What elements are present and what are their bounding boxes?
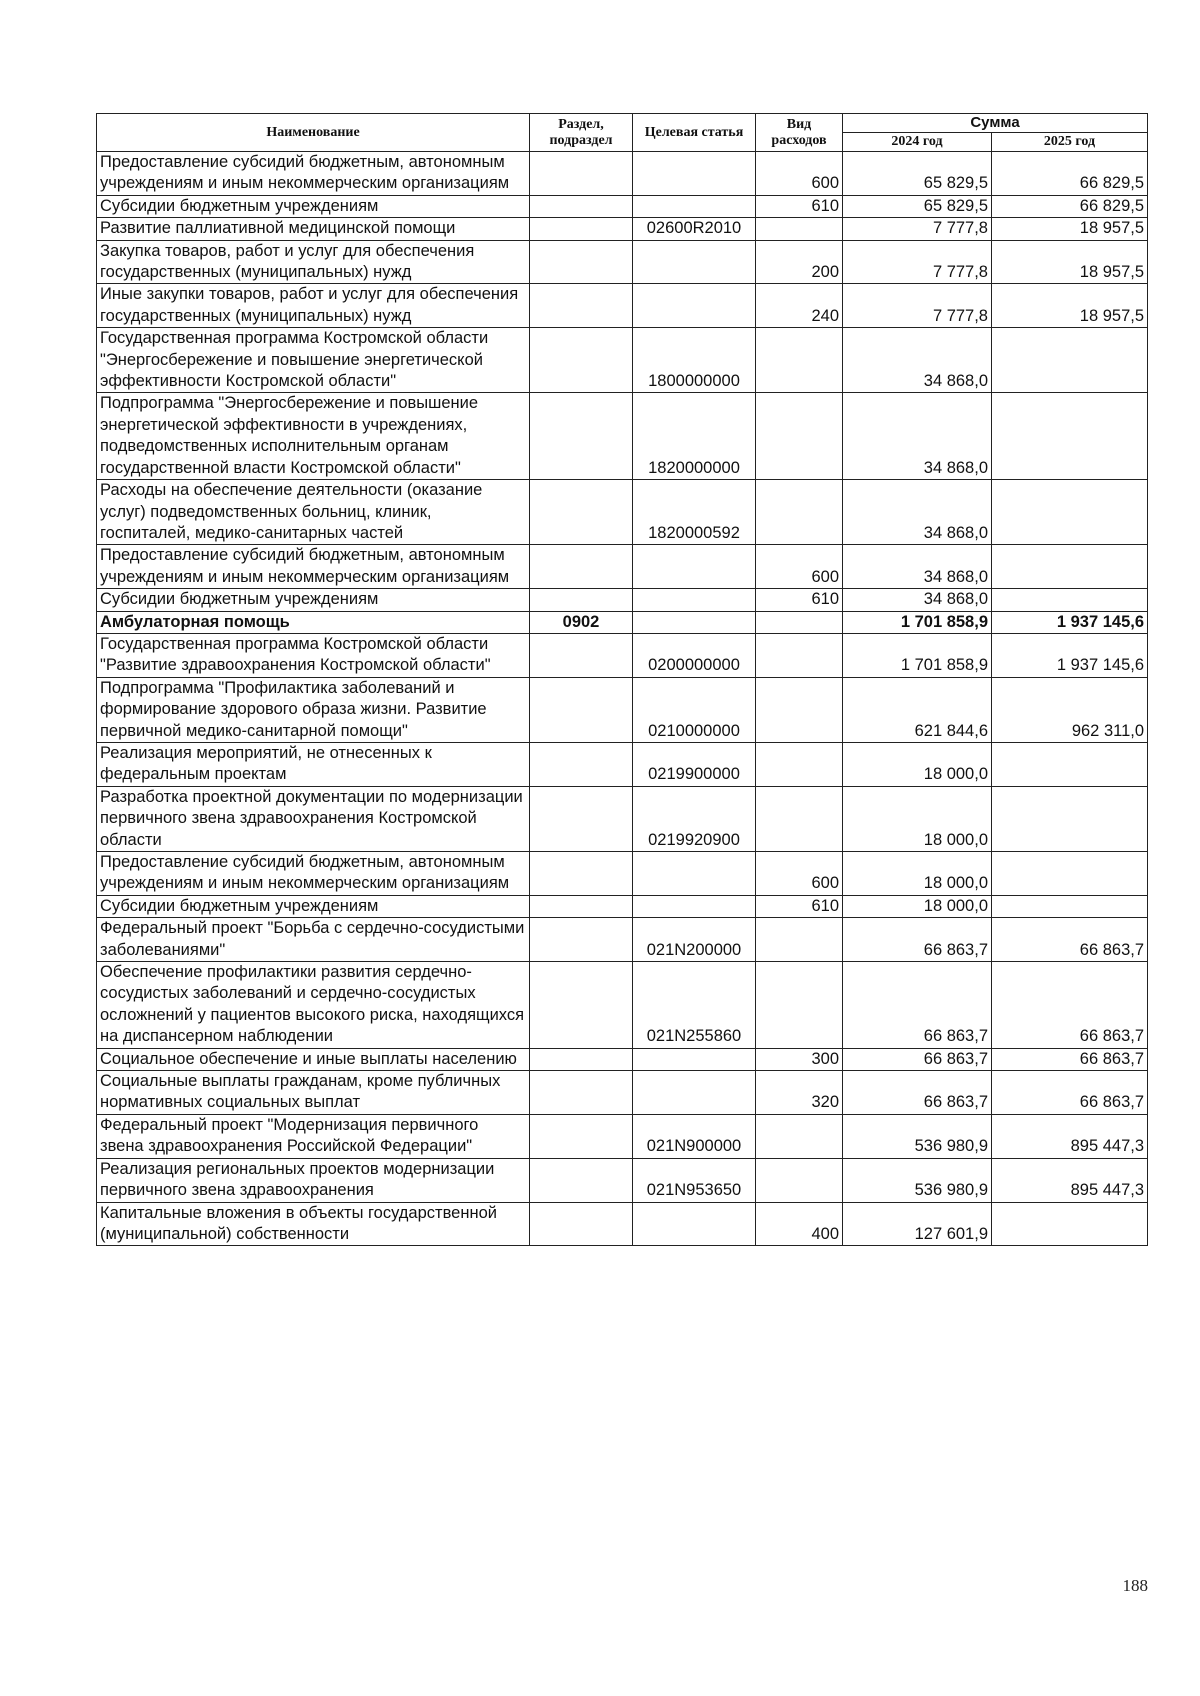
- cell-section: [530, 918, 633, 962]
- cell-section: [530, 152, 633, 196]
- cell-sum-2024: 18 000,0: [843, 742, 992, 786]
- cell-name: Амбулаторная помощь: [97, 611, 530, 633]
- cell-expense: 600: [756, 545, 843, 589]
- cell-expense: 320: [756, 1071, 843, 1115]
- cell-sum-2024: 34 868,0: [843, 393, 992, 480]
- cell-name: Предоставление субсидий бюджетным, автономным учреждениям и иным некоммерческим организациям: [97, 852, 530, 896]
- table-row: [97, 742, 1148, 786]
- header-section: Раздел, подраздел: [530, 114, 633, 152]
- cell-name: Социальные выплаты гражданам, кроме публичных нормативных социальных выплат: [97, 1071, 530, 1115]
- cell-expense: 600: [756, 852, 843, 896]
- cell-sum-2024: 66 863,7: [843, 1048, 992, 1070]
- cell-sum-2025: [992, 1202, 1148, 1246]
- cell-target: 021N953650: [633, 1158, 756, 1202]
- header-name: Наименование: [97, 114, 530, 152]
- cell-sum-2024: 1 701 858,9: [843, 633, 992, 677]
- cell-expense: 240: [756, 284, 843, 328]
- cell-section: [530, 195, 633, 217]
- cell-sum-2025: [992, 852, 1148, 896]
- table-row: [97, 1071, 1148, 1115]
- cell-expense: [756, 1114, 843, 1158]
- cell-name: Подпрограмма "Профилактика заболеваний и формирование здорового образа жизни. Развитие первичной медико-санитарной помощи": [97, 677, 530, 742]
- cell-expense: [756, 1158, 843, 1202]
- table-row: [97, 480, 1148, 545]
- cell-expense: [756, 218, 843, 240]
- table-row: [97, 962, 1148, 1049]
- cell-expense: 610: [756, 589, 843, 611]
- cell-sum-2024: 65 829,5: [843, 152, 992, 196]
- cell-expense: 600: [756, 152, 843, 196]
- cell-section: [530, 545, 633, 589]
- cell-sum-2025: 66 863,7: [992, 1071, 1148, 1115]
- cell-section: 0902: [530, 611, 633, 633]
- cell-sum-2025: 895 447,3: [992, 1114, 1148, 1158]
- cell-name: Развитие паллиативной медицинской помощи: [97, 218, 530, 240]
- cell-sum-2024: 18 000,0: [843, 852, 992, 896]
- cell-expense: [756, 677, 843, 742]
- table-row: [97, 611, 1148, 633]
- header-sum: Сумма: [843, 114, 1148, 133]
- cell-sum-2025: 18 957,5: [992, 284, 1148, 328]
- cell-section: [530, 1071, 633, 1115]
- cell-section: [530, 480, 633, 545]
- cell-target: 0210000000: [633, 677, 756, 742]
- table-row: [97, 545, 1148, 589]
- table-header: [97, 114, 1148, 152]
- cell-name: Расходы на обеспечение деятельности (оказание услуг) подведомственных больниц, клиник, госпиталей, медико-санитарных частей: [97, 480, 530, 545]
- cell-sum-2024: 34 868,0: [843, 589, 992, 611]
- table-row: [97, 1114, 1148, 1158]
- table-row: [97, 195, 1148, 217]
- cell-name: Подпрограмма "Энергосбережение и повышение энергетической эффективности в учреждениях, подведомственных исполнительным органам государственной власти Костромской области": [97, 393, 530, 480]
- cell-sum-2024: 1 701 858,9: [843, 611, 992, 633]
- header-target: Целевая статья: [633, 114, 756, 152]
- cell-sum-2025: 66 863,7: [992, 962, 1148, 1049]
- cell-target: [633, 611, 756, 633]
- cell-target: [633, 589, 756, 611]
- cell-name: Субсидии бюджетным учреждениям: [97, 895, 530, 917]
- cell-sum-2025: [992, 742, 1148, 786]
- cell-sum-2024: 66 863,7: [843, 1071, 992, 1115]
- cell-sum-2025: 895 447,3: [992, 1158, 1148, 1202]
- cell-expense: 400: [756, 1202, 843, 1246]
- cell-name: Государственная программа Костромской области "Развитие здравоохранения Костромской области": [97, 633, 530, 677]
- table-row: [97, 1048, 1148, 1070]
- cell-target: 0200000000: [633, 633, 756, 677]
- cell-name: Реализация мероприятий, не отнесенных к федеральным проектам: [97, 742, 530, 786]
- cell-sum-2024: 66 863,7: [843, 962, 992, 1049]
- table-row: [97, 1158, 1148, 1202]
- cell-target: [633, 240, 756, 284]
- cell-sum-2025: [992, 786, 1148, 851]
- cell-target: 1820000000: [633, 393, 756, 480]
- cell-name: Социальное обеспечение и иные выплаты населению: [97, 1048, 530, 1070]
- cell-sum-2024: 66 863,7: [843, 918, 992, 962]
- cell-section: [530, 240, 633, 284]
- cell-name: Иные закупки товаров, работ и услуг для обеспечения государственных (муниципальных) нужд: [97, 284, 530, 328]
- cell-expense: 300: [756, 1048, 843, 1070]
- table-row: [97, 218, 1148, 240]
- header-year-2025: 2025 год: [992, 133, 1148, 152]
- cell-sum-2024: 65 829,5: [843, 195, 992, 217]
- cell-sum-2024: 7 777,8: [843, 284, 992, 328]
- cell-name: Субсидии бюджетным учреждениям: [97, 589, 530, 611]
- cell-section: [530, 1114, 633, 1158]
- budget-table: [96, 113, 1148, 1246]
- cell-target: 0219920900: [633, 786, 756, 851]
- cell-target: 0219900000: [633, 742, 756, 786]
- cell-name: Обеспечение профилактики развития сердечно-сосудистых заболеваний и сердечно-сосудистых осложнений у пациентов высокого риска, находящихся на диспансерном наблюдении: [97, 962, 530, 1049]
- cell-name: Реализация региональных проектов модернизации первичного звена здравоохранения: [97, 1158, 530, 1202]
- cell-target: [633, 545, 756, 589]
- cell-section: [530, 962, 633, 1049]
- cell-sum-2024: 7 777,8: [843, 240, 992, 284]
- cell-target: [633, 1202, 756, 1246]
- cell-target: 021N200000: [633, 918, 756, 962]
- cell-section: [530, 328, 633, 393]
- table-row: [97, 152, 1148, 196]
- cell-expense: [756, 480, 843, 545]
- cell-name: Федеральный проект "Борьба с сердечно-сосудистыми заболеваниями": [97, 918, 530, 962]
- cell-expense: [756, 611, 843, 633]
- table-row: [97, 852, 1148, 896]
- table-row: [97, 240, 1148, 284]
- table-row: [97, 589, 1148, 611]
- cell-section: [530, 589, 633, 611]
- table-body: [97, 152, 1148, 1246]
- cell-sum-2024: 34 868,0: [843, 328, 992, 393]
- cell-sum-2025: 66 863,7: [992, 918, 1148, 962]
- table-row: [97, 895, 1148, 917]
- cell-expense: [756, 393, 843, 480]
- header-year-2024: 2024 год: [843, 133, 992, 152]
- cell-sum-2025: [992, 545, 1148, 589]
- cell-name: Предоставление субсидий бюджетным, автономным учреждениям и иным некоммерческим организациям: [97, 545, 530, 589]
- cell-sum-2024: 34 868,0: [843, 545, 992, 589]
- cell-sum-2025: [992, 393, 1148, 480]
- cell-expense: [756, 786, 843, 851]
- table-row: [97, 918, 1148, 962]
- cell-target: [633, 152, 756, 196]
- cell-sum-2025: 66 829,5: [992, 195, 1148, 217]
- cell-sum-2024: 18 000,0: [843, 786, 992, 851]
- table-row: [97, 393, 1148, 480]
- cell-sum-2025: [992, 895, 1148, 917]
- cell-sum-2025: [992, 589, 1148, 611]
- cell-section: [530, 393, 633, 480]
- cell-section: [530, 742, 633, 786]
- cell-section: [530, 677, 633, 742]
- cell-section: [530, 852, 633, 896]
- cell-sum-2024: 18 000,0: [843, 895, 992, 917]
- cell-sum-2024: 34 868,0: [843, 480, 992, 545]
- cell-target: 021N900000: [633, 1114, 756, 1158]
- page-number: 188: [1122, 1576, 1148, 1595]
- cell-sum-2024: 536 980,9: [843, 1158, 992, 1202]
- table-row: [97, 677, 1148, 742]
- cell-sum-2025: [992, 328, 1148, 393]
- table-row: [97, 786, 1148, 851]
- cell-expense: 610: [756, 195, 843, 217]
- cell-section: [530, 786, 633, 851]
- cell-target: 1820000592: [633, 480, 756, 545]
- cell-expense: 610: [756, 895, 843, 917]
- cell-sum-2025: [992, 480, 1148, 545]
- cell-target: [633, 1071, 756, 1115]
- cell-expense: [756, 633, 843, 677]
- table-row: [97, 633, 1148, 677]
- cell-expense: [756, 918, 843, 962]
- cell-name: Закупка товаров, работ и услуг для обеспечения государственных (муниципальных) нужд: [97, 240, 530, 284]
- cell-section: [530, 1158, 633, 1202]
- header-expense: Вид расходов: [756, 114, 843, 152]
- cell-name: Государственная программа Костромской области "Энергосбережение и повышение энергетической эффективности Костромской области": [97, 328, 530, 393]
- cell-expense: 200: [756, 240, 843, 284]
- cell-name: Разработка проектной документации по модернизации первичного звена здравоохранения Костромской области: [97, 786, 530, 851]
- table-row: [97, 284, 1148, 328]
- cell-target: 02600R2010: [633, 218, 756, 240]
- cell-expense: [756, 742, 843, 786]
- cell-sum-2025: 18 957,5: [992, 240, 1148, 284]
- cell-sum-2025: 66 863,7: [992, 1048, 1148, 1070]
- cell-section: [530, 1048, 633, 1070]
- cell-sum-2024: 621 844,6: [843, 677, 992, 742]
- cell-target: [633, 284, 756, 328]
- table-row: [97, 1202, 1148, 1246]
- table-row: [97, 328, 1148, 393]
- cell-sum-2024: 536 980,9: [843, 1114, 992, 1158]
- cell-sum-2025: 1 937 145,6: [992, 633, 1148, 677]
- cell-sum-2024: 127 601,9: [843, 1202, 992, 1246]
- cell-expense: [756, 328, 843, 393]
- cell-section: [530, 1202, 633, 1246]
- cell-target: [633, 1048, 756, 1070]
- cell-name: Капитальные вложения в объекты государственной (муниципальной) собственности: [97, 1202, 530, 1246]
- cell-sum-2025: 66 829,5: [992, 152, 1148, 196]
- cell-target: 021N255860: [633, 962, 756, 1049]
- cell-section: [530, 284, 633, 328]
- cell-name: Предоставление субсидий бюджетным, автономным учреждениям и иным некоммерческим организациям: [97, 152, 530, 196]
- cell-sum-2025: 1 937 145,6: [992, 611, 1148, 633]
- cell-target: 1800000000: [633, 328, 756, 393]
- cell-name: Федеральный проект "Модернизация первичного звена здравоохранения Российской Федерации": [97, 1114, 530, 1158]
- cell-section: [530, 218, 633, 240]
- cell-target: [633, 195, 756, 217]
- cell-sum-2024: 7 777,8: [843, 218, 992, 240]
- cell-target: [633, 895, 756, 917]
- cell-target: [633, 852, 756, 896]
- cell-sum-2025: 18 957,5: [992, 218, 1148, 240]
- cell-expense: [756, 962, 843, 1049]
- cell-sum-2025: 962 311,0: [992, 677, 1148, 742]
- cell-section: [530, 633, 633, 677]
- cell-section: [530, 895, 633, 917]
- cell-name: Субсидии бюджетным учреждениям: [97, 195, 530, 217]
